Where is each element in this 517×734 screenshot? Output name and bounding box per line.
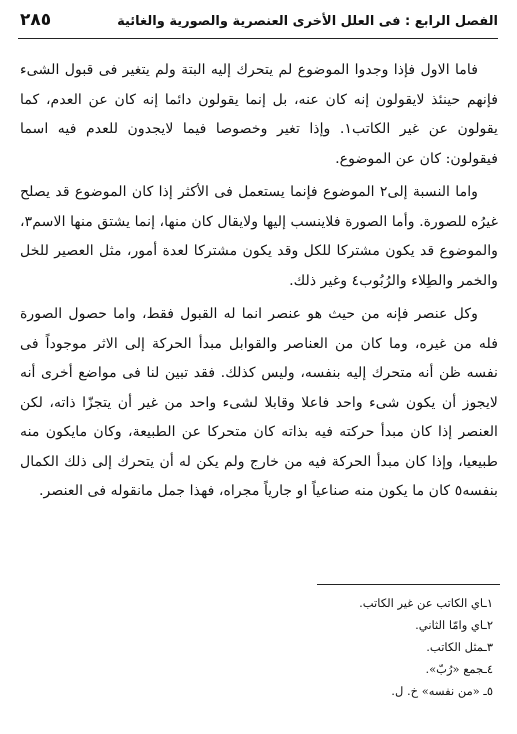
footnote-3: ٣ـمثل الكاتب. bbox=[426, 640, 493, 654]
paragraph-2: واما النسبة إلى٢ الموضوع فإنما يستعمل فى الأكثر إذا كان الموضوع قد يصلح غيرُه للصورة. وأما الصورة فلاينسب إليها ولايقال كان منها، إنما يشتق منها الاسم٣، والموضوع قد يكون مشتركا للكل وقد يكون مشتركا لعدة أمور، مثل العصير للخل والخمر والطِلاء والرُبُوب٤ وغير ذلك. bbox=[20, 184, 498, 289]
footnotes bbox=[213, 592, 493, 702]
footnote-2: ٢ـاي وامّا الثاني. bbox=[415, 618, 493, 632]
running-header bbox=[18, 10, 498, 39]
footnote-5: ٥ـ «من نفسه» خ. ل. bbox=[391, 684, 493, 698]
paragraph-1: فاما الاول فإذا وجدوا الموضوع لم يتحرك إليه البتة ولم يتغير فى قبول الشىء فإنهم حينئذ لايقولون إنه كان عنه، بل إنما يقولون دائما إنه كان عن العدم، كما يقولون عن غير الكاتب١. وإذا تغير وخصوصا فيما لايجدون للعدم فيه اسما فيقولون: كان عن الموضوع. bbox=[20, 62, 498, 167]
footnote-1: ١ـاي الكاتب عن غير الكاتب. bbox=[359, 596, 493, 610]
footnote-4: ٤ـجمع «رُبّ». bbox=[425, 662, 493, 676]
body-text bbox=[20, 56, 498, 511]
chapter-title: الفصل الرابع : فى العلل الأخرى العنصرية والصورية والغائية bbox=[117, 14, 498, 29]
footnote-divider bbox=[317, 584, 500, 585]
paragraph-3: وكل عنصر فإنه من حيث هو عنصر انما له القبول فقط، واما حصول الصورة فله من غيره، وما كان من العناصر والقوابل مبدأ الحركة إلى الاثر موجوداً فى نفسه ظن أنه متحرك إليه بنفسه، وليس كذلك. فقد تبين لنا فى مواضع أخرى أنه لايجوز أن يكون شىء واحد فاعلا وقابلا لشىء واحد من غير أن يتجزّا ذاته، لكن العنصر إذا كان مبدأ حركته فيه بذاته كان متحركا عن الطبيعة، وكان مايكون منه طبيعيا، وإذا كان مبدأ الحركة فيه من خارج ولم يكن له أن يتحرك إلى ذلك الكمال بنفسه٥ كان ما يكون منه صناعياً او جارياً مجراه، فهذا جمل مانقوله فى العنصر. bbox=[20, 306, 498, 499]
page-number: ٢٨٥ bbox=[20, 10, 52, 30]
